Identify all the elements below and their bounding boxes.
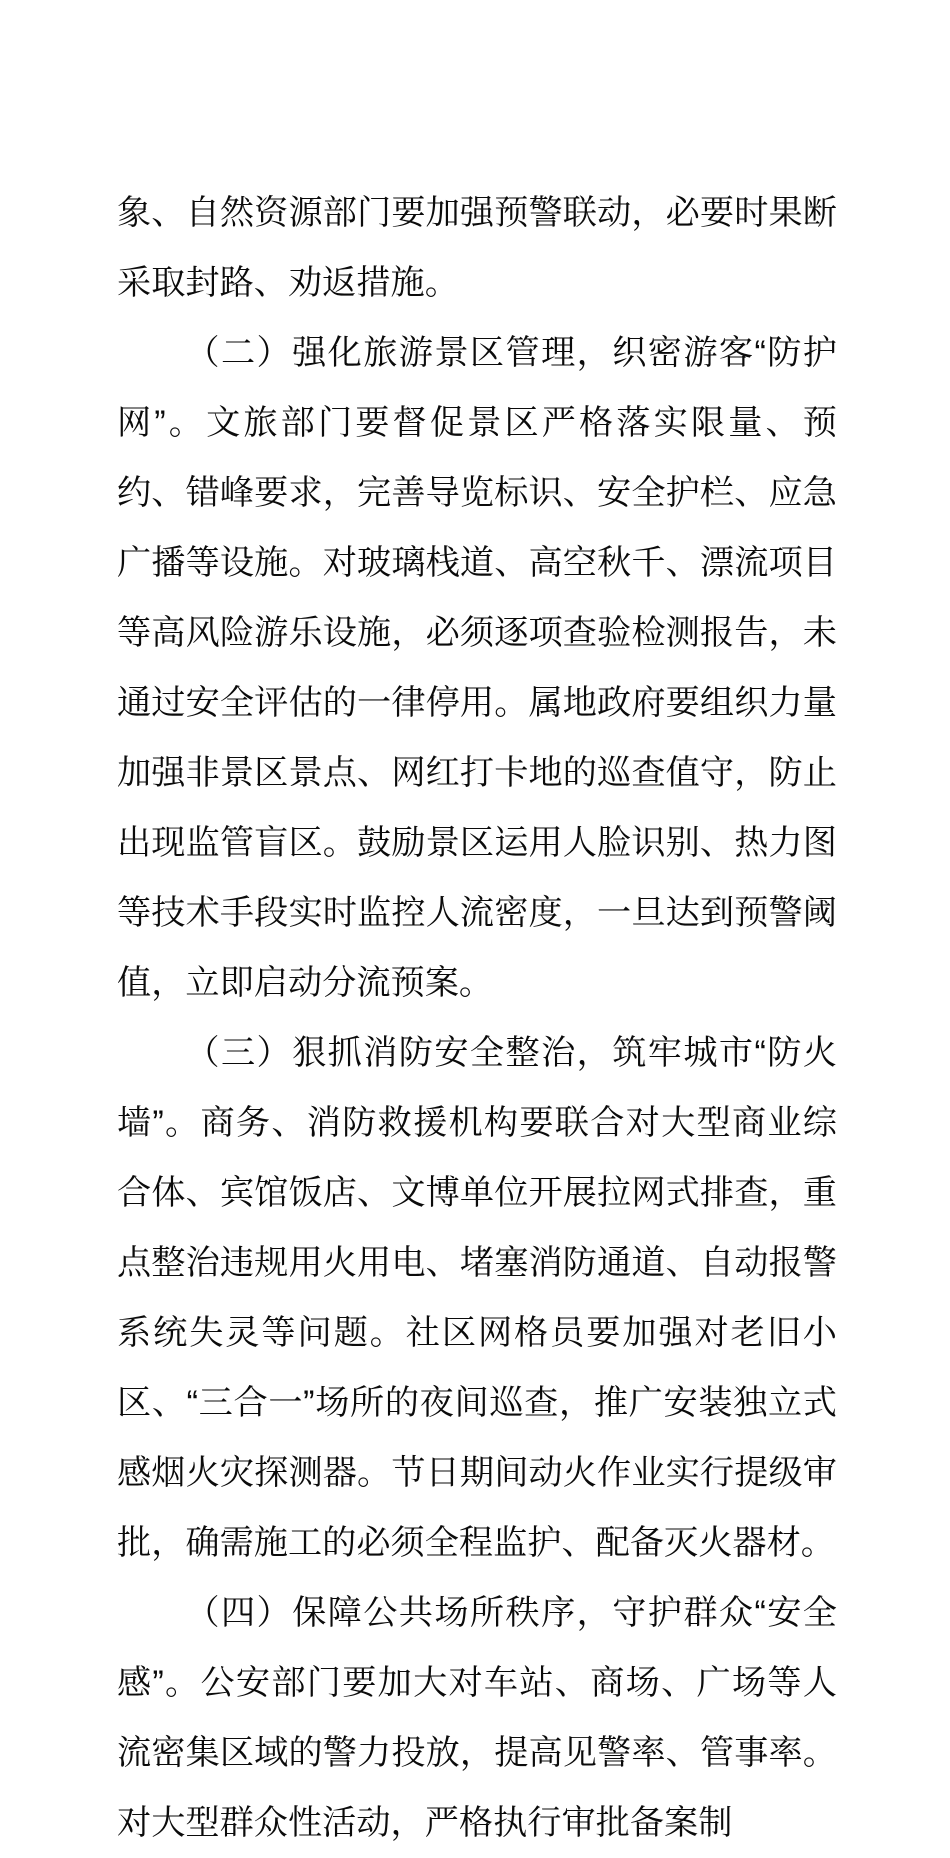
paragraph-item-4: （四）保障公共场所秩序，守护群众“安全感”。公安部门要加大对车站、商场、广场等人流密集区域的警力投放，提高见警率、管事率。对大型群众性活动，严格执行审批备案制 (117, 1594, 837, 1842)
document-text-body (117, 178, 837, 1858)
paragraph-continuation: 象、自然资源部门要加强预警联动，必要时果断采取封路、劝返措施。 (117, 194, 837, 302)
paragraph-item-3: （三）狠抓消防安全整治，筑牢城市“防火墙”。商务、消防救援机构要联合对大型商业综合体、宾馆饭店、文博单位开展拉网式排查，重点整治违规用火用电、堵塞消防通道、自动报警系统失灵等问题。社区网格员要加强对老旧小区、“三合一”场所的夜间巡查，推广安装独立式感烟火灾探测器。节日期间动火作业实行提级审批，确需施工的必须全程监护、配备灭火器材。 (117, 1034, 837, 1562)
paragraph-item-2: （二）强化旅游景区管理，织密游客“防护网”。文旅部门要督促景区严格落实限量、预约、错峰要求，完善导览标识、安全护栏、应急广播等设施。对玻璃栈道、高空秋千、漂流项目等高风险游乐设施，必须逐项查验检测报告，未通过安全评估的一律停用。属地政府要组织力量加强非景区景点、网红打卡地的巡查值守，防止出现监管盲区。鼓励景区运用人脸识别、热力图等技术手段实时监控人流密度，一旦达到预警阈值，立即启动分流预案。 (117, 334, 837, 1002)
